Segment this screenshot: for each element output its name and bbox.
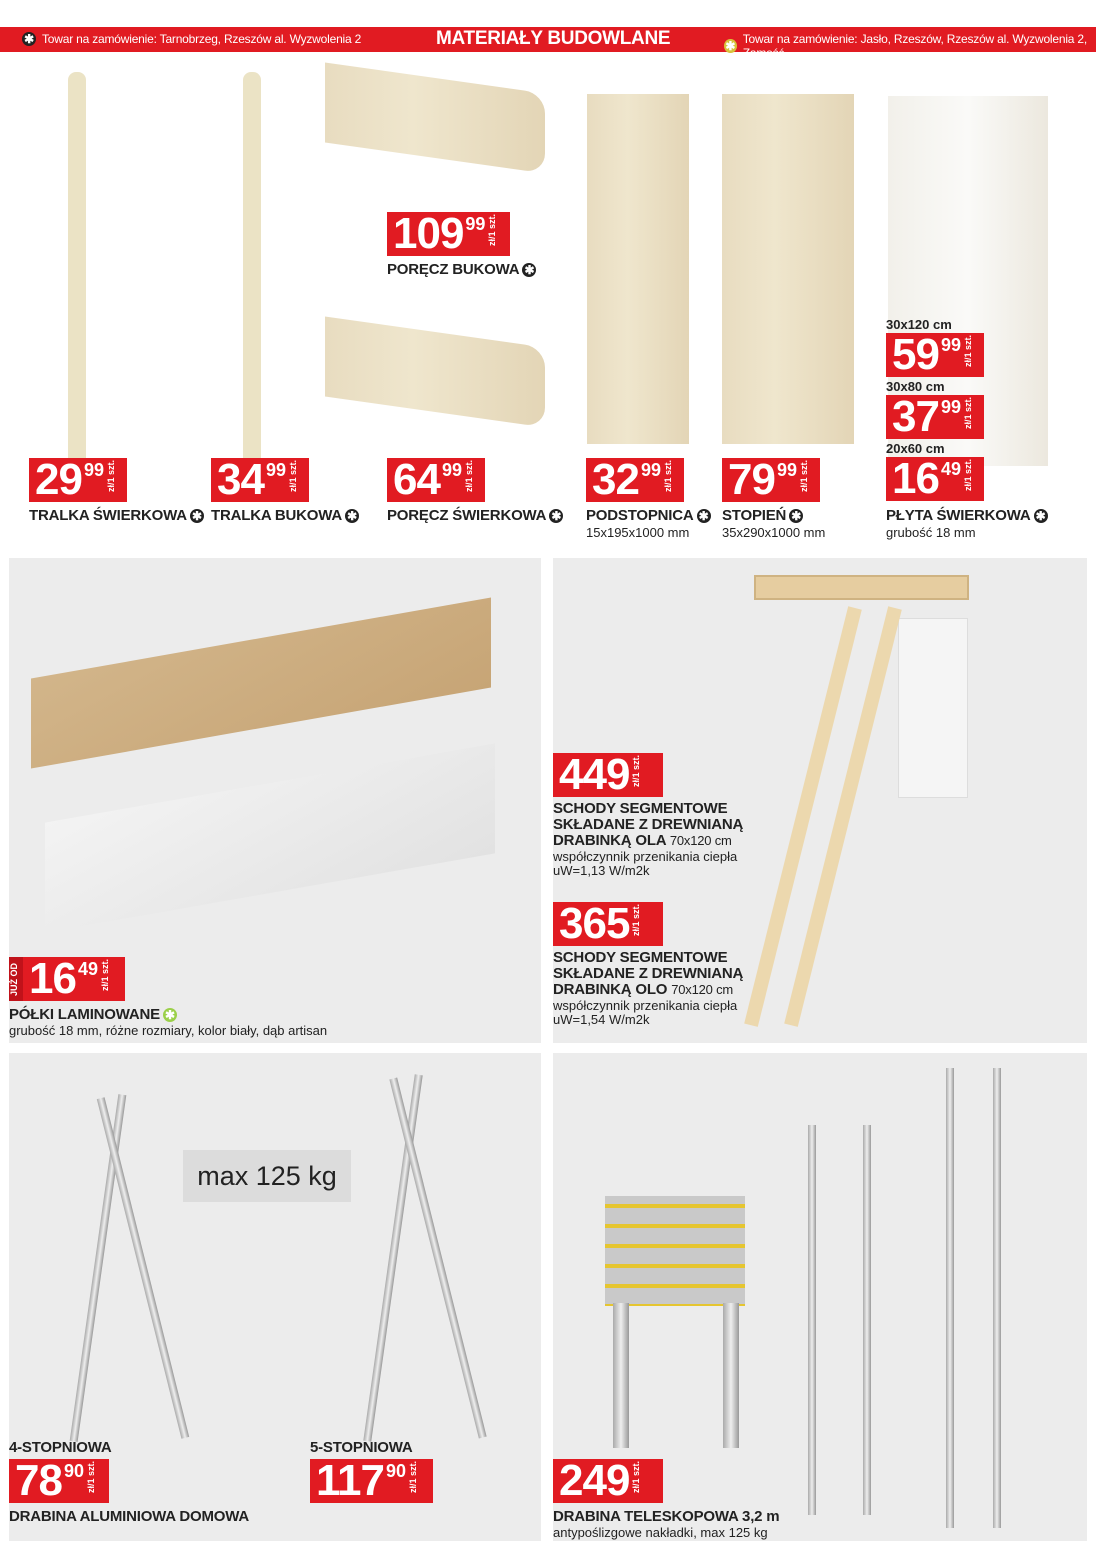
- variant-size: 20x60 cm: [886, 441, 945, 456]
- product-name: TRALKA BUKOWA ✱: [211, 507, 359, 524]
- variant-size: 30x120 cm: [886, 317, 952, 332]
- stepladder-4-image: [70, 1094, 127, 1442]
- price-tag: 59 99 zł/1 szt.: [886, 333, 984, 377]
- price-tag: 249 zł/1 szt.: [553, 1459, 663, 1503]
- white-shelf-image: [45, 743, 495, 932]
- attic-hatch-panel-image: [898, 618, 968, 798]
- porecz-swierkowa-image: [325, 317, 545, 428]
- stepladder-5-image: [363, 1074, 422, 1442]
- stepladder-5-image-rail: [389, 1078, 486, 1439]
- variant-label: 4-STOPNIOWA: [9, 1439, 112, 1456]
- product-desc: współczynnik przenikania ciepła uW=1,54 W/m2k: [553, 998, 738, 1027]
- product-name: SCHODY SEGMENTOWE SKŁADANE Z DREWNIANĄ DRABINKĄ OLA 70x120 cm: [553, 800, 744, 849]
- product-desc: 15x195x1000 mm: [586, 525, 690, 540]
- price-tag: 64 99 zł/1 szt.: [387, 458, 485, 502]
- price-tag: JUŻ OD 16 49 zł/1 szt.: [9, 957, 125, 1001]
- product-name: PÓŁKI LAMINOWANE ✱: [9, 1006, 177, 1023]
- dark-star-icon: ✱: [22, 32, 36, 46]
- left-note-text: Towar na zamówienie: Tarnobrzeg, Rzeszów al. Wyzwolenia 2: [42, 32, 362, 46]
- product-name: TRALKA ŚWIERKOWA ✱: [29, 507, 204, 524]
- dark-star-icon: ✱: [549, 509, 563, 523]
- tralka-bukowa-image: [243, 72, 261, 462]
- product-name: PODSTOPNICA ✱: [586, 507, 711, 524]
- price-tag: 449 zł/1 szt.: [553, 753, 663, 797]
- product-desc: grubość 18 mm: [886, 525, 976, 540]
- product-name: PŁYTA ŚWIERKOWA ✱: [886, 507, 1048, 524]
- price-tag: 365 zł/1 szt.: [553, 902, 663, 946]
- price-tag: 117 90 zł/1 szt.: [310, 1459, 433, 1503]
- dark-star-icon: ✱: [522, 263, 536, 277]
- header-bar: [0, 27, 1096, 60]
- yellow-star-icon: ✱: [725, 39, 736, 53]
- price-tag: 29 99 zł/1 szt.: [29, 458, 127, 502]
- variant-label: 5-STOPNIOWA: [310, 1439, 413, 1456]
- oak-shelf-image: [31, 597, 491, 768]
- product-name: DRABINA ALUMINIOWA DOMOWA: [9, 1508, 249, 1525]
- price-tag: 79 99 zł/1 szt.: [722, 458, 820, 502]
- product-name: SCHODY SEGMENTOWE SKŁADANE Z DREWNIANĄ DRABINKĄ OLO 70x120 cm: [553, 949, 744, 998]
- telescopic-ladder-partial-rail: [863, 1125, 871, 1515]
- product-desc: 35x290x1000 mm: [722, 525, 826, 540]
- tralka-swierkowa-image: [68, 72, 86, 462]
- dark-star-icon: ✱: [789, 509, 803, 523]
- page-title: MATERIAŁY BUDOWLANE: [436, 28, 671, 49]
- variant-size: 30x80 cm: [886, 379, 945, 394]
- porecz-bukowa-image: [325, 63, 545, 174]
- price-tag: 78 90 zł/1 szt.: [9, 1459, 109, 1503]
- stopien-image: [722, 94, 854, 444]
- product-desc: współczynnik przenikania ciepła uW=1,13 W/m2k: [553, 849, 738, 878]
- dark-star-icon: ✱: [345, 509, 359, 523]
- left-order-note: [22, 32, 361, 46]
- right-order-note: [724, 32, 1096, 60]
- podstopnica-image: [587, 94, 689, 444]
- product-name: PORĘCZ ŚWIERKOWA ✱: [387, 507, 563, 524]
- folded-ladder-leg-left: [613, 1303, 629, 1448]
- attic-hatch-frame-image: [754, 575, 969, 600]
- dark-star-icon: ✱: [697, 509, 711, 523]
- price-tag: 34 99 zł/1 szt.: [211, 458, 309, 502]
- dark-star-icon: ✱: [1034, 509, 1048, 523]
- dark-star-icon: ✱: [190, 509, 204, 523]
- product-desc: antypoślizgowe nakładki, max 125 kg: [553, 1525, 768, 1540]
- telescopic-ladder-folded-image: [605, 1196, 745, 1306]
- telescopic-ladder-extended-image: [946, 1068, 954, 1528]
- max-load-badge: max 125 kg: [183, 1150, 351, 1202]
- price-tag: 32 99 zł/1 szt.: [586, 458, 684, 502]
- price-tag: 16 49 zł/1 szt.: [886, 457, 984, 501]
- product-desc: grubość 18 mm, różne rozmiary, kolor biały, dąb artisan: [9, 1023, 328, 1038]
- product-name: DRABINA TELESKOPOWA 3,2 m: [553, 1508, 780, 1525]
- price-tag: 109 99 zł/1 szt.: [387, 212, 510, 256]
- right-note-text: Towar na zamówienie: Jasło, Rzeszów, Rzeszów al. Wyzwolenia 2, Zamość: [742, 32, 1088, 60]
- green-star-icon: ✱: [163, 1008, 177, 1022]
- telescopic-ladder-partial-image: [808, 1125, 816, 1515]
- product-name: PORĘCZ BUKOWA ✱: [387, 261, 536, 278]
- price-tag: 37 99 zł/1 szt.: [886, 395, 984, 439]
- folded-ladder-leg-right: [723, 1303, 739, 1448]
- product-name: STOPIEŃ ✱: [722, 507, 803, 524]
- telescopic-ladder-extended-rail: [993, 1068, 1001, 1528]
- stepladder-4-image-rail: [97, 1097, 189, 1439]
